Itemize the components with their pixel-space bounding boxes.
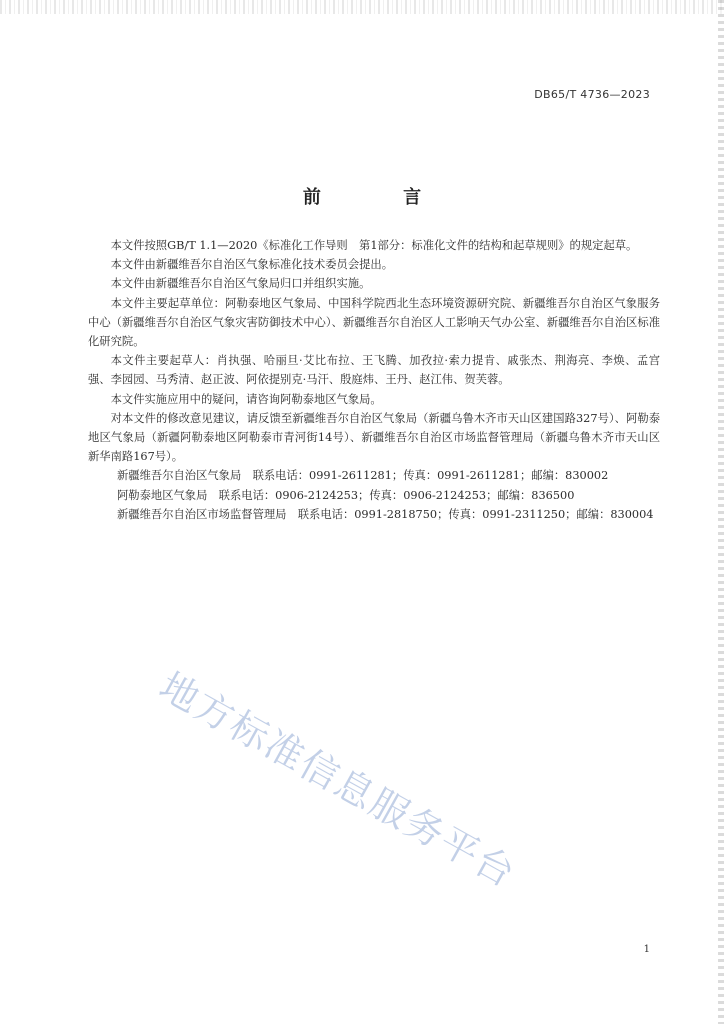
- page-title: 前 言: [302, 187, 460, 208]
- page-number: 1: [643, 944, 650, 955]
- paragraph-drafting-units: 本文件主要起草单位：阿勒泰地区气象局、中国科学院西北生态环境资源研究院、新疆维吾尔自治区气象服务中心（新疆维吾尔自治区气象灾害防御技术中心）、新疆维吾尔自治区人工影响天气办公室、新疆维吾尔自治区标准化研究院。: [88, 296, 660, 349]
- paragraph-drafting-basis: 本文件按照GB/T 1.1—2020《标准化工作导则 第1部分：标准化文件的结构和起草规则》的规定起草。: [110, 239, 638, 252]
- watermark-text: 地方标准信息服务平台: [152, 663, 524, 897]
- paragraph-administrator: 本文件由新疆维吾尔自治区气象局归口并组织实施。: [110, 277, 371, 291]
- contact-line: 新疆维吾尔自治区气象局 联系电话：0991-2611281；传真：0991-2611281；邮编：830002: [117, 469, 609, 483]
- paragraph-inquiries: 本文件实施应用中的疑问，请咨询阿勒泰地区气象局。: [110, 392, 382, 406]
- paragraph-drafters: 本文件主要起草人：肖执强、哈丽旦·艾比布拉、王飞腾、加孜拉·索力提肯、戚张杰、荆海亮、李焕、孟宫强、李园园、马秀清、赵正波、阿依提别克·马汗、殷庭炜、王丹、赵江伟、贺芙蓉。: [88, 354, 660, 387]
- contact-line: 新疆维吾尔自治区市场监督管理局 联系电话：0991-2818750；传真：0991-2311250；邮编：830004: [117, 507, 654, 521]
- paragraph-feedback: 对本文件的修改意见建议，请反馈至新疆维吾尔自治区气象局（新疆乌鲁木齐市天山区建国路327号）、阿勒泰地区气象局（新疆阿勒泰地区阿勒泰市青河街14号）、新疆维吾尔自治区市场监督管理局（新疆乌鲁木齐市天山区新华南路167号）。: [88, 411, 660, 464]
- scan-edge-top: [0, 0, 724, 14]
- contact-line: 阿勒泰地区气象局 联系电话：0906-2124253；传真：0906-2124253；邮编：836500: [117, 488, 575, 502]
- scan-edge-right: [718, 0, 724, 1024]
- paragraph-proposer: 本文件由新疆维吾尔自治区气象标准化技术委员会提出。: [110, 258, 394, 272]
- document-code: DB65/T 4736—2023: [534, 88, 650, 101]
- foreword-body: [88, 236, 660, 524]
